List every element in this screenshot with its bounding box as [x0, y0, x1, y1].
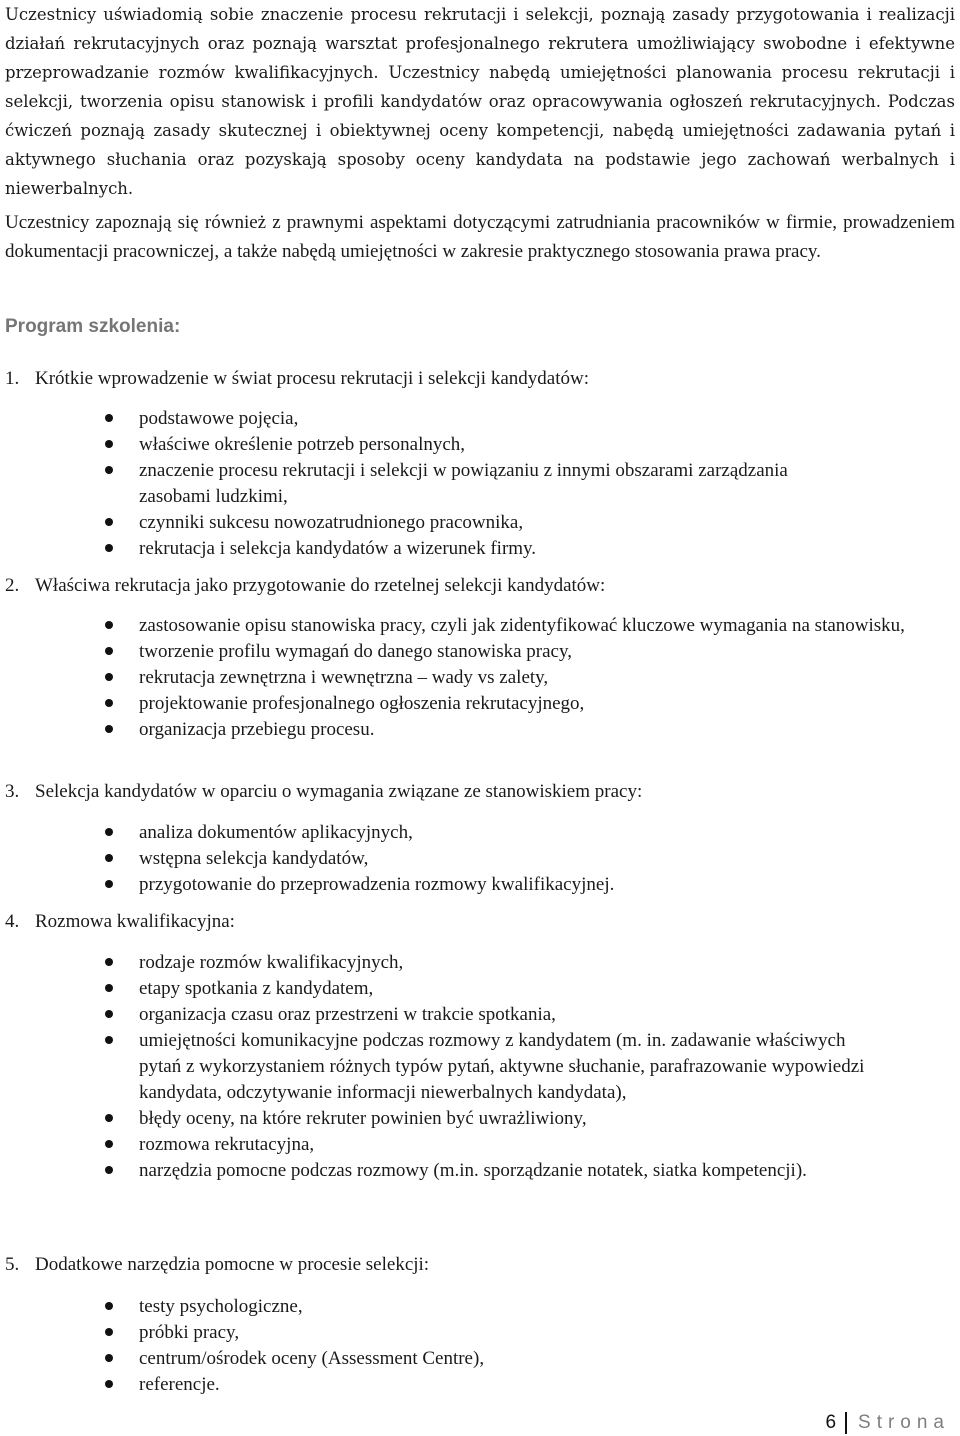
section-number: 5.	[5, 1254, 20, 1275]
list-item: podstawowe pojęcia,	[105, 406, 825, 432]
bullet-icon	[105, 414, 113, 422]
intro-paragraph: Uczestnicy uświadomią sobie znaczenie procesu rekrutacji i selekcji, poznają zasady przygotowania i realizacji działań rekrutacyjnych oraz poznają warsztat profesjonalnego rekrutera umożliwiający swobodne i efektywne przeprowadzanie rozmów kwalifikacyjnych. Uczestnicy nabędą umiejętności planowania procesu rekrutacji i selekcji, tworzenia opisu stanowisk i profili kandydatów oraz opracowywania ogłoszeń rekrutacyjnych. Podczas ćwiczeń poznają zasady skutecznej i obiektywnej oceny kompetencji, nabędą umiejętności zadawania pytań i aktywnego słuchania oraz pozyskają sposoby oceny kandydata na podstawie jego zachowań werbalnych i niewerbalnych.	[5, 5, 955, 198]
section-5-title	[5, 1252, 429, 1278]
section-number: 1.	[5, 368, 20, 389]
list-item: próbki pracy,	[105, 1320, 880, 1346]
bullet-icon	[105, 828, 113, 836]
section-1-list	[105, 406, 825, 562]
bullet-icon	[105, 1140, 113, 1148]
section-number: 2.	[5, 575, 20, 596]
list-item: wstępna selekcja kandydatów,	[105, 846, 905, 872]
list-item: czynniki sukcesu nowozatrudnionego pracownika,	[105, 510, 825, 536]
list-item: centrum/ośrodek oceny (Assessment Centre),	[105, 1346, 880, 1372]
list-item: umiejętności komunikacyjne podczas rozmowy z kandydatem (m. in. zadawanie właściwych pytań z wykorzystaniem różnych typów pytań, aktywne słuchanie, parafrazowanie wypowiedzi kandydata, odczytywanie informacji niewerbalnych kandydata),	[105, 1028, 880, 1106]
section-4-title	[5, 909, 235, 935]
bullet-icon	[105, 1010, 113, 1018]
bullet-icon	[105, 544, 113, 552]
section-number: 3.	[5, 781, 20, 802]
list-item: narzędzia pomocne podczas rozmowy (m.in. sporządzanie notatek, siatka kompetencji).	[105, 1158, 880, 1184]
bullet-icon	[105, 518, 113, 526]
bullet-icon	[105, 673, 113, 681]
section-title-text: Rozmowa kwalifikacyjna:	[35, 911, 235, 932]
list-item: tworzenie profilu wymagań do danego stanowiska pracy,	[105, 639, 905, 665]
bullet-icon	[105, 880, 113, 888]
bullet-icon	[105, 440, 113, 448]
section-number: 4.	[5, 911, 20, 932]
section-5-list	[105, 1294, 880, 1398]
bullet-icon	[105, 854, 113, 862]
bullet-icon	[105, 621, 113, 629]
bullet-icon	[105, 1354, 113, 1362]
page-footer	[825, 1410, 950, 1436]
bullet-icon	[105, 958, 113, 966]
bullet-icon	[105, 1036, 113, 1044]
section-2-list	[105, 613, 905, 743]
section-title-text: Właściwa rekrutacja jako przygotowanie do rzetelnej selekcji kandydatów:	[35, 575, 606, 596]
bullet-icon	[105, 984, 113, 992]
list-item: przygotowanie do przeprowadzenia rozmowy kwalifikacyjnej.	[105, 872, 905, 898]
bullet-icon	[105, 699, 113, 707]
list-item: rodzaje rozmów kwalifikacyjnych,	[105, 950, 880, 976]
bullet-icon	[105, 1114, 113, 1122]
list-item: referencje.	[105, 1372, 880, 1398]
page-number: 6	[825, 1412, 837, 1433]
list-item: etapy spotkania z kandydatem,	[105, 976, 880, 1002]
list-item: błędy oceny, na które rekruter powinien być uwrażliwiony,	[105, 1106, 880, 1132]
list-item: znaczenie procesu rekrutacji i selekcji w powiązaniu z innymi obszarami zarządzania zasobami ludzkimi,	[105, 458, 825, 510]
section-title-text: Selekcja kandydatów w oparciu o wymagania związane ze stanowiskiem pracy:	[35, 781, 643, 802]
section-3-list	[105, 820, 905, 898]
bullet-icon	[105, 466, 113, 474]
list-item: analiza dokumentów aplikacyjnych,	[105, 820, 905, 846]
list-item: rekrutacja zewnętrzna i wewnętrzna – wady vs zalety,	[105, 665, 905, 691]
footer-divider	[845, 1412, 847, 1434]
section-2-title	[5, 573, 605, 599]
list-item: projektowanie profesjonalnego ogłoszenia rekrutacyjnego,	[105, 691, 905, 717]
list-item: rekrutacja i selekcja kandydatów a wizerunek firmy.	[105, 536, 825, 562]
bullet-icon	[105, 647, 113, 655]
bullet-icon	[105, 1328, 113, 1336]
list-item: testy psychologiczne,	[105, 1294, 880, 1320]
list-item: właściwe określenie potrzeb personalnych,	[105, 432, 825, 458]
program-heading: Program szkolenia:	[5, 316, 181, 337]
section-title-text: Krótkie wprowadzenie w świat procesu rekrutacji i selekcji kandydatów:	[35, 368, 589, 389]
section-title-text: Dodatkowe narzędzia pomocne w procesie selekcji:	[35, 1254, 430, 1275]
bullet-icon	[105, 725, 113, 733]
list-item: organizacja przebiegu procesu.	[105, 717, 905, 743]
page-label: Strona	[858, 1412, 950, 1433]
bullet-icon	[105, 1166, 113, 1174]
bullet-icon	[105, 1380, 113, 1388]
list-item: rozmowa rekrutacyjna,	[105, 1132, 880, 1158]
section-4-list	[105, 950, 880, 1184]
section-3-title	[5, 779, 642, 805]
list-item: organizacja czasu oraz przestrzeni w trakcie spotkania,	[105, 1002, 880, 1028]
legal-aspects-paragraph: Uczestnicy zapoznają się również z prawnymi aspektami dotyczącymi zatrudniania pracowników w firmie, prowadzeniem dokumentacji pracowniczej, a także nabędą umiejętności w zakresie praktycznego stosowania prawa pracy.	[5, 212, 955, 262]
list-item: zastosowanie opisu stanowiska pracy, czyli jak zidentyfikować kluczowe wymagania na stanowisku,	[105, 613, 905, 639]
bullet-icon	[105, 1302, 113, 1310]
section-1-title	[5, 366, 589, 392]
